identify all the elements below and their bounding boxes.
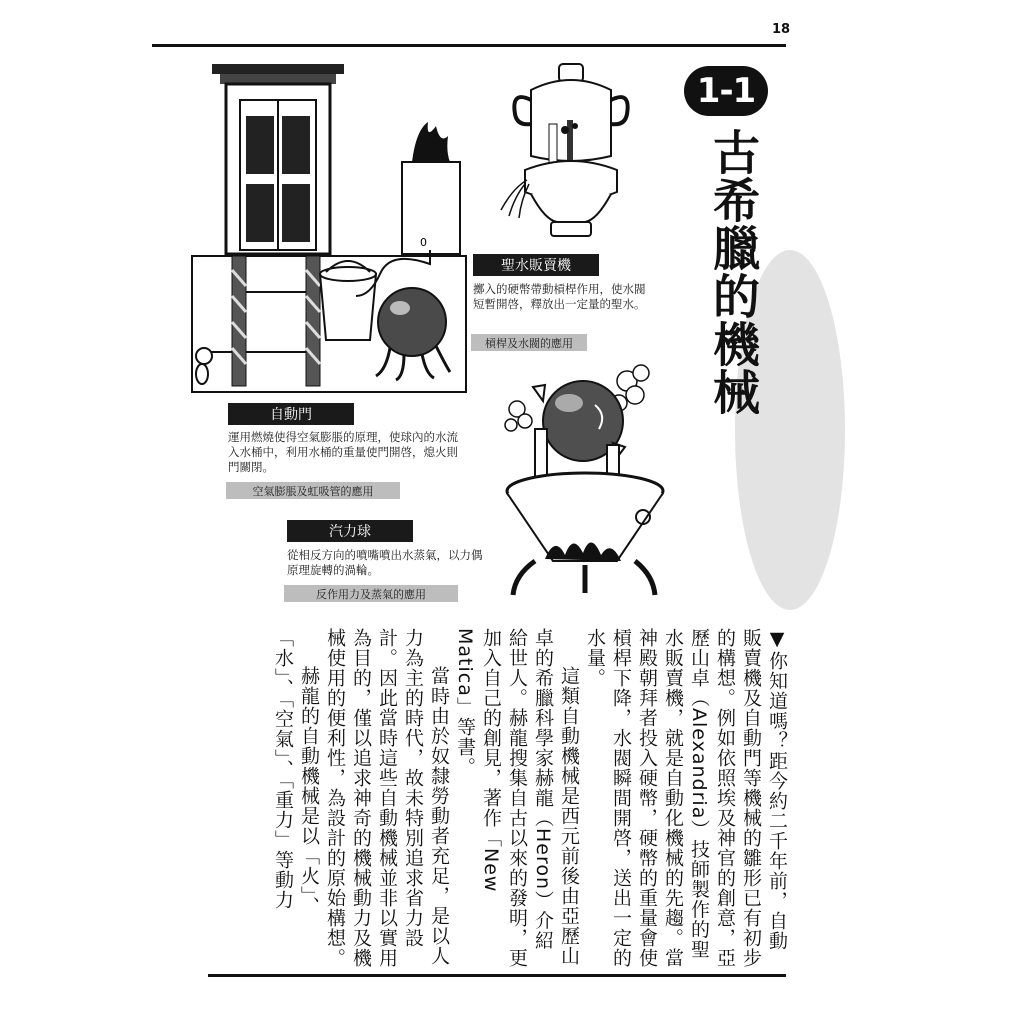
steam-ball-tag: 反作用力及蒸氣的應用: [284, 585, 458, 602]
auto-door-illustration: [190, 60, 470, 395]
altar: [402, 122, 460, 254]
bottom-rule: [208, 974, 786, 977]
body-paragraph: 赫龍的自動機械是以「火」、「水」、「空氣」、「重力」等動力: [272, 628, 320, 917]
water-bucket: [320, 261, 376, 340]
page-number: 18: [772, 22, 791, 37]
holy-water-tag: 槓桿及水閥的應用: [471, 334, 587, 351]
body-paragraph: 當時由於奴隸勞動者充足，是以人力為主的時代，故未特別追求省力設計。因此當時這些自動機械並非以實用為目的，僅以追求神奇的機械動力及機械使用的便利性，為設計的原始構想。: [324, 628, 450, 968]
holy-water-illustration: [495, 60, 635, 250]
section-badge: 1-1: [684, 66, 768, 116]
steam-ball-text: 從相反方向的噴嘴噴出水蒸氣，以力偶原理旋轉的渦輪。: [287, 548, 483, 577]
temple-door: [212, 64, 344, 254]
body-text: [200, 628, 790, 968]
door-axles: [196, 256, 320, 386]
holy-water-title: 聖水販賣機: [473, 254, 599, 276]
steam-ball-title: 汽力球: [287, 520, 413, 542]
section-title: 古希臘的機械: [705, 128, 760, 416]
svg-text:0: 0: [420, 236, 427, 249]
top-rule: [152, 44, 786, 47]
auto-door-title: 自動門: [228, 403, 354, 425]
body-paragraph: ▼你知道嗎？距今約二千年前，自動販賣機及自動門等機械的雛形已有初步的構想。例如依照埃及神官的創意，亞歷山卓（Alexandria）技師製作的聖水販賣機，就是自動化機械的先趨。當神殿朝拜者投入硬幣，硬幣的重量會使槓桿下降，水閥瞬間開啓，送出一定的水量。: [584, 628, 788, 968]
auto-door-tag: 空氣膨脹及虹吸管的應用: [226, 482, 400, 499]
holy-water-text: 擲入的硬幣帶動槓桿作用，使水閥短暫開啓，釋放出一定量的聖水。: [473, 282, 646, 311]
auto-door-text: 運用燃燒使得空氣膨脹的原理，使球內的水流入水桶中，利用水桶的重量使門開啓，熄火則門關閉。: [228, 430, 458, 474]
body-paragraph: 這類自動機械是西元前後由亞歷山卓的希臘科學家赫龍（Heron）介紹給世人。赫龍搜集自古以來的發明，更加入自己的創見，著作「New Matica」等書。: [454, 628, 580, 968]
steam-ball-illustration: [495, 355, 675, 605]
